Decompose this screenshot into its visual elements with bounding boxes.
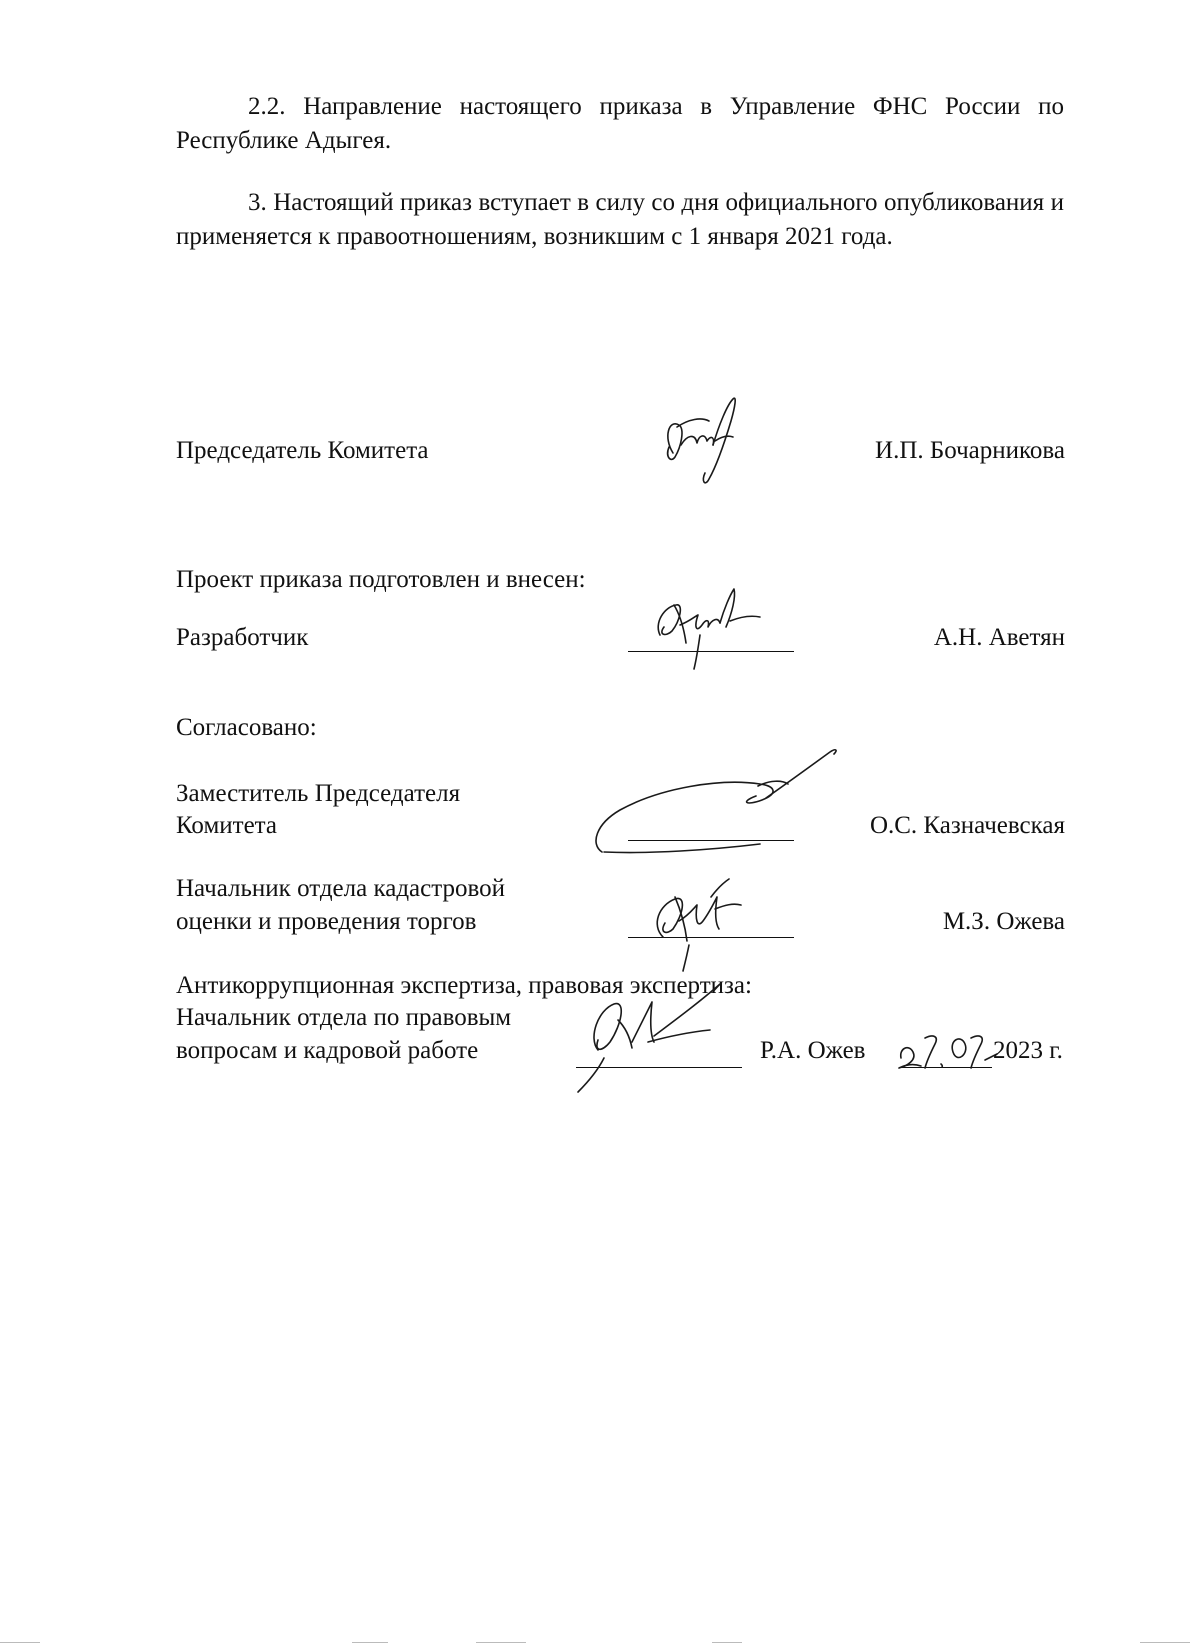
cadastral-position-line1: Начальник отдела кадастровой (176, 875, 505, 902)
legal-position-line1: Начальник отдела по правовым (176, 1004, 512, 1031)
chairman-name: И.П. Бочарникова (875, 437, 1065, 464)
cadastral-name: М.З. Ожева (942, 908, 1065, 935)
scan-artifact-line (712, 1642, 742, 1643)
cadastral-position-line2: оценки и проведения торгов (176, 908, 477, 935)
developer-position: Разработчик (176, 624, 309, 651)
paragraph-3: 3. Настоящий приказ вступает в силу со дня официального опубликования и применяется к правоотношениям, возникшим с 1 января 2021 года. (176, 189, 1064, 250)
scan-artifact-line (352, 1642, 388, 1643)
agreed-heading: Согласовано: (176, 714, 317, 741)
legal-heading: Антикоррупционная экспертиза, правовая экспертиза: (176, 972, 752, 999)
scan-artifact-line (0, 1642, 40, 1643)
deputy-position-line1: Заместитель Председателя (176, 780, 461, 807)
deputy-name: О.С. Казначевская (869, 812, 1065, 839)
scan-artifact-line (1140, 1642, 1190, 1643)
legal-date-year: 2023 г. (993, 1037, 1063, 1064)
scan-artifact-line (476, 1642, 526, 1643)
deputy-signature (590, 740, 850, 860)
legal-date-handwritten (895, 1020, 1000, 1080)
deputy-position-line2: Комитета (176, 812, 278, 839)
developer-name: А.Н. Аветян (933, 624, 1065, 651)
chairman-signature (655, 395, 765, 505)
paragraph-2-2: 2.2. Направление настоящего приказа в Управление ФНС России по Республике Адыгея. (176, 93, 1064, 154)
developer-signature (650, 585, 780, 675)
legal-name: Р.А. Ожев (760, 1037, 866, 1064)
legal-signature (570, 980, 750, 1100)
cadastral-signature (645, 875, 755, 975)
legal-position-line2: вопросам и кадровой работе (176, 1037, 479, 1064)
prepared-heading: Проект приказа подготовлен и внесен: (176, 566, 586, 593)
chairman-position: Председатель Комитета (176, 437, 429, 464)
